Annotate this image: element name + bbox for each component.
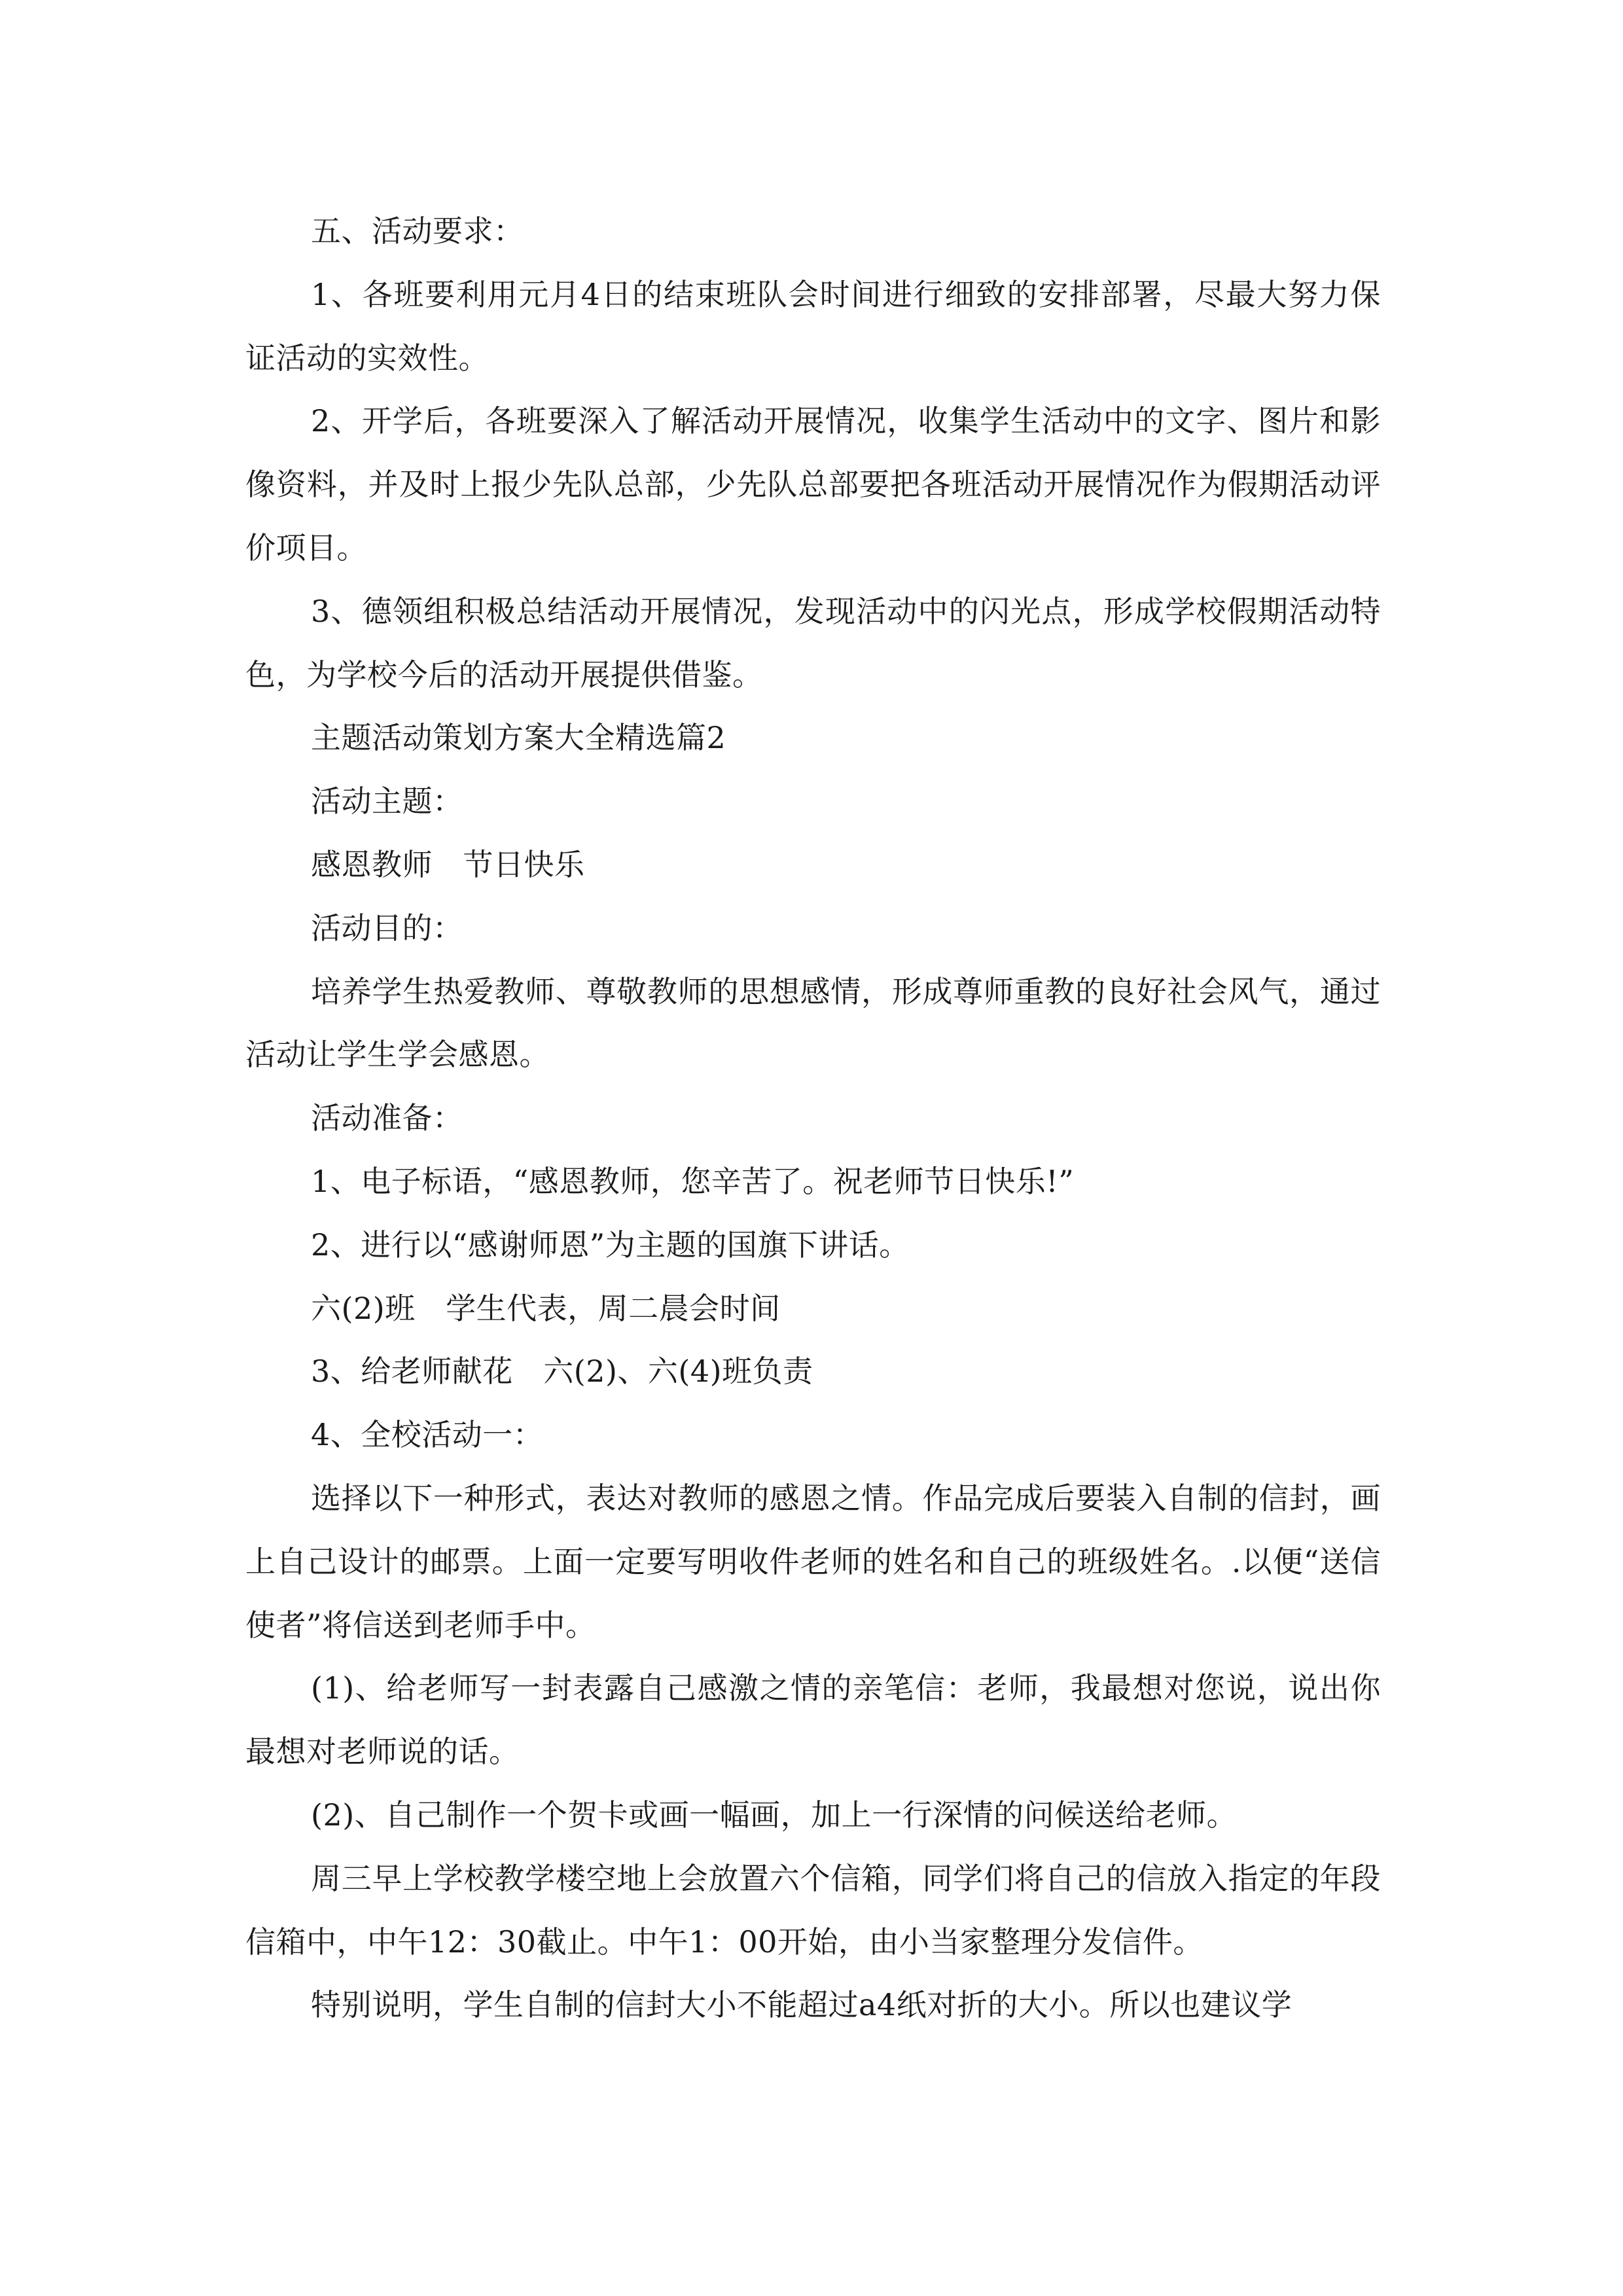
activity-preparation-label: 活动准备： <box>311 1100 463 1136</box>
preparation-item-2-detail: 六(2)班 学生代表，周二晨会时间 <box>311 1290 781 1326</box>
activity-purpose-label: 活动目的： <box>311 910 463 946</box>
preparation-item-1: 1、电子标语，“感恩教师，您辛苦了。祝老师节日快乐!” <box>311 1163 1075 1199</box>
preparation-item-4: 4、全校活动一： <box>311 1417 544 1453</box>
preparation-item-2: 2、进行以“感谢师恩”为主题的国旗下讲话。 <box>311 1227 910 1263</box>
paragraph-requirement-2: 2、开学后，各班要深入了解活动开展情况，收集学生活动中的文字、图片和影像资料，并及时上报少先队总部，少先队总部要把各班活动开展情况作为假期活动评价项目。 <box>245 403 1381 565</box>
section-title: 主题活动策划方案大全精选篇2 <box>311 720 726 756</box>
activity-form-description: 选择以下一种形式，表达对教师的感恩之情。作品完成后要装入自制的信封，画上自己设计的邮票。上面一定要写明收件老师的姓名和自己的班级姓名。.以便“送信使者”将信送到老师手中。 <box>245 1480 1381 1643</box>
mailbox-schedule: 周三早上学校教学楼空地上会放置六个信箱，同学们将自己的信放入指定的年段信箱中，中午12：30截止。中午1：00开始，由小当家整理分发信件。 <box>245 1860 1381 1960</box>
paragraph-requirement-3: 3、德领组积极总结活动开展情况，发现活动中的闪光点，形成学校假期活动特色，为学校今后的活动开展提供借鉴。 <box>245 593 1381 692</box>
preparation-item-3: 3、给老师献花 六(2)、六(4)班负责 <box>311 1354 813 1390</box>
form-option-1: (1)、给老师写一封表露自己感激之情的亲笔信：老师，我最想对您说，说出你最想对老师说的话。 <box>245 1670 1381 1770</box>
activity-theme-label: 活动主题： <box>311 783 463 819</box>
paragraph-requirement-1: 1、各班要利用元月4日的结束班队会时间进行细致的安排部署，尽最大努力保证活动的实效性。 <box>245 276 1381 376</box>
activity-theme-text: 感恩教师 节日快乐 <box>311 846 585 882</box>
paragraph-requirements-heading: 五、活动要求： <box>311 213 524 249</box>
activity-purpose-text: 培养学生热爱教师、尊敬教师的思想感情，形成尊师重教的良好社会风气，通过活动让学生学会感恩。 <box>245 973 1381 1073</box>
special-note: 特别说明，学生自制的信封大小不能超过a4纸对折的大小。所以也建议学 <box>311 1987 1293 2023</box>
form-option-2: (2)、自己制作一个贺卡或画一幅画，加上一行深情的问候送给老师。 <box>311 1797 1238 1833</box>
document-page <box>245 200 1381 2037</box>
